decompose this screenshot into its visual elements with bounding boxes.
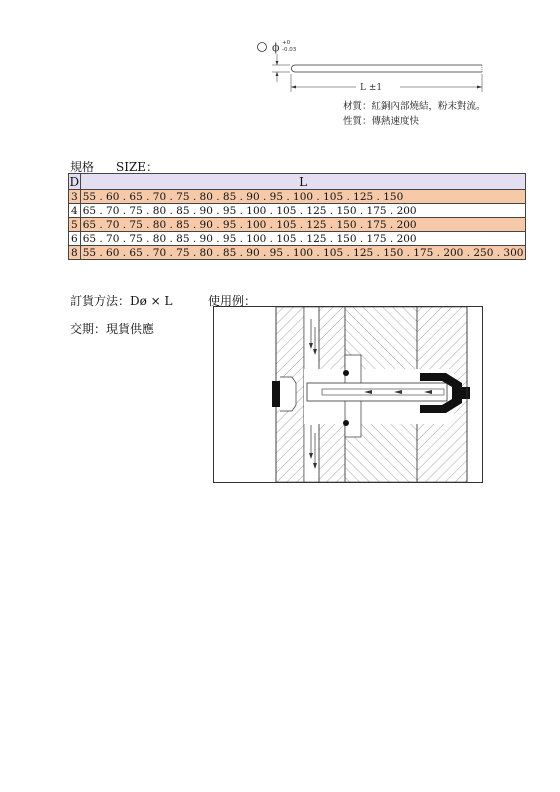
column-header-d: D xyxy=(69,174,80,189)
property-note: 性質：傳熱速度快 xyxy=(343,116,420,127)
usage-example-label: 使用例： xyxy=(208,294,257,308)
size-label: SIZE： xyxy=(116,160,159,174)
table-row xyxy=(69,204,526,218)
usage-example-diagram xyxy=(213,306,483,483)
table-row xyxy=(69,246,526,260)
row-l-cell: 65 . 70 . 75 . 80 . 85 . 90 . 95 . 100 . 105 . 125 . 150 . 175 . 200 xyxy=(80,232,526,246)
delivery-info: 交期：現貨供應 xyxy=(70,322,155,336)
row-l-cell: 55 . 60 . 65 . 70 . 75 . 80 . 85 . 90 . 95 . 100 . 105 . 125 . 150 . 175 . 200 . 250 . 300 xyxy=(80,246,526,260)
row-l-cell: 65 . 70 . 75 . 80 . 85 . 90 . 95 . 100 . 105 . 125 . 150 . 175 . 200 xyxy=(80,218,526,232)
table-row xyxy=(69,232,526,246)
tolerance-lower: -0.03 xyxy=(282,47,297,53)
row-d-cell: 8 xyxy=(69,246,81,260)
row-d-cell: 5 xyxy=(69,218,81,232)
row-d-cell: 4 xyxy=(69,204,81,218)
spec-table xyxy=(68,173,526,260)
length-label: L ±1 xyxy=(360,83,383,93)
heat-pipe-drawing xyxy=(250,36,490,98)
table-row xyxy=(69,190,526,204)
row-d-cell: 6 xyxy=(69,232,81,246)
table-row xyxy=(69,218,526,232)
row-d-cell: 3 xyxy=(69,190,81,204)
table-header-row xyxy=(69,174,526,190)
tolerance-upper: +0 xyxy=(282,40,291,46)
order-method: 訂貨方法：Dø × L xyxy=(70,294,173,308)
material-note: 材質：紅銅內部燒結，粉末對流。 xyxy=(343,101,486,112)
circle-symbol xyxy=(258,43,267,52)
pipe-outline xyxy=(292,65,483,72)
row-l-cell: 65 . 70 . 75 . 80 . 85 . 90 . 95 . 100 . 105 . 125 . 150 . 175 . 200 xyxy=(80,204,526,218)
column-header-l: L xyxy=(80,174,526,190)
spec-label: 規格 xyxy=(70,160,95,174)
row-l-cell: 55 . 60 . 65 . 70 . 75 . 80 . 85 . 90 . 95 . 100 . 105 . 125 . 150 xyxy=(80,190,526,204)
diameter-symbol: ϕ xyxy=(272,41,280,54)
